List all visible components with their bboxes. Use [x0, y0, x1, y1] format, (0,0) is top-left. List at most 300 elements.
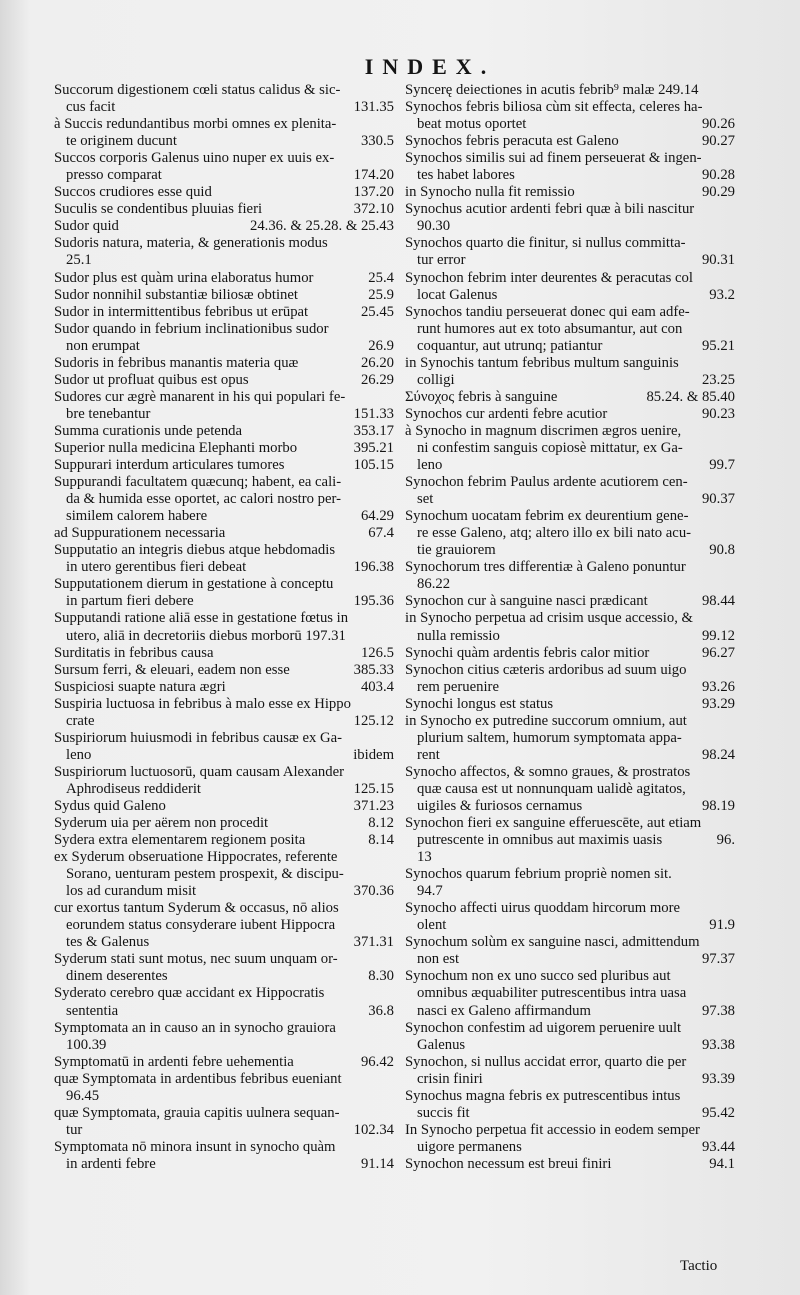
- entry-text: Synochon cur à sanguine nasci prædicant: [405, 593, 648, 610]
- page-reference: 151.33: [353, 405, 394, 422]
- entry-text: quæ Symptomata, grauia capitis uulnera sequan-: [54, 1104, 340, 1121]
- index-entry: [405, 764, 735, 815]
- entry-text: olent: [417, 917, 447, 934]
- index-entry: [54, 355, 394, 372]
- page-reference: 24.36. & 25.28. & 25.43: [249, 218, 394, 235]
- page-reference: 99.12: [701, 627, 735, 644]
- page-reference: 8.12: [368, 815, 394, 832]
- page-reference: 90.37: [701, 491, 735, 508]
- entry-text: dinem deserentes: [66, 968, 168, 985]
- page-reference: 371.31: [353, 934, 394, 951]
- entry-line: [54, 184, 394, 201]
- entry-line: [54, 883, 394, 900]
- entry-line: [405, 645, 735, 662]
- left-column: [54, 82, 394, 1173]
- entry-line: [405, 764, 735, 781]
- page-reference: 96.27: [701, 644, 735, 661]
- entry-text: Synochum non ex uno succo sed pluribus aut: [405, 968, 671, 985]
- entry-line: [54, 815, 394, 832]
- entry-line: [405, 730, 735, 747]
- page-reference: 102.34: [353, 1121, 394, 1138]
- page-reference: 91.14: [360, 1155, 394, 1172]
- entry-text: Suspiciosi suapte natura ægri: [54, 678, 226, 695]
- page-reference: 94.1: [709, 1155, 735, 1172]
- page-reference: 90.26: [701, 116, 735, 133]
- entry-text: Suspiriorum luctuosorū, quam causam Alexander: [54, 763, 345, 780]
- index-entry: [54, 150, 394, 184]
- entry-text: Symptomatū in ardenti febre uehementia: [54, 1053, 294, 1070]
- index-entry: [54, 542, 394, 576]
- entry-line: [405, 457, 735, 474]
- page-reference: 195.36: [353, 593, 394, 610]
- index-entry: [54, 287, 394, 304]
- index-entry: [54, 218, 394, 235]
- entry-line: [405, 474, 735, 491]
- index-entry: [54, 82, 394, 116]
- entry-line: [405, 934, 735, 951]
- entry-line: [54, 99, 394, 116]
- entry-line: [405, 832, 735, 849]
- entry-text: rem peruenire: [417, 678, 499, 695]
- entry-text: Supputationem dierum in gestatione à conceptu: [54, 576, 334, 593]
- entry-line: [54, 167, 394, 184]
- entry-text: Supputatio an integris diebus atque hebdomadis: [54, 542, 336, 559]
- entry-line: [54, 218, 394, 235]
- entry-text: los ad curandum misit: [66, 883, 197, 900]
- page-reference: 126.5: [360, 644, 394, 661]
- entry-text: rent: [417, 746, 440, 763]
- entry-text: Synochus acutior ardenti febri quæ à bili nascitur: [405, 201, 695, 218]
- page-reference: 26.29: [360, 371, 394, 388]
- entry-text: Sudoris in febribus manantis materia quæ: [54, 354, 299, 371]
- entry-line: [405, 542, 735, 559]
- entry-line: [54, 645, 394, 662]
- page-reference: 330.5: [360, 133, 394, 150]
- index-entry: [54, 730, 394, 764]
- entry-text: Sudoris natura, materia, & generationis modus: [54, 235, 328, 252]
- entry-text: Synochon febrim Paulus ardente acutiorem cen-: [405, 474, 688, 491]
- page-reference: 25.45: [360, 303, 394, 320]
- page-reference: 93.39: [701, 1070, 735, 1087]
- entry-text: Succos crudiores esse quid: [54, 184, 212, 201]
- entry-text: te originem ducunt: [66, 133, 177, 150]
- entry-text: colligi: [417, 371, 455, 388]
- entry-line: [54, 235, 394, 252]
- entry-line: [405, 985, 735, 1002]
- index-entry: [405, 508, 735, 559]
- entry-text: crate: [66, 712, 95, 729]
- page-reference: 93.44: [701, 1138, 735, 1155]
- entry-text: eorundem status consyderare iubent Hippocra: [66, 917, 336, 934]
- entry-text: cus facit: [66, 99, 116, 116]
- entry-line: [405, 491, 735, 508]
- page-reference: 96.: [716, 832, 735, 849]
- entry-line: [54, 934, 394, 951]
- entry-line: [54, 423, 394, 440]
- index-entry: [54, 679, 394, 696]
- entry-line: [54, 287, 394, 304]
- page-reference: 8.14: [368, 832, 394, 849]
- entry-text: tie grauiorem: [417, 542, 496, 559]
- index-entry: [54, 525, 394, 542]
- page-reference: 90.8: [709, 542, 735, 559]
- entry-line: [405, 1020, 735, 1037]
- entry-text: Synochos quarum febrium propriè nomen sit.: [405, 866, 672, 883]
- index-entry: [54, 1105, 394, 1139]
- entry-text: Supputandi ratione aliā esse in gestatione fœtus in: [54, 610, 349, 627]
- index-entry: [54, 696, 394, 730]
- entry-text: in Synocho ex putredine succorum omnium, aut: [405, 712, 687, 729]
- entry-text: Synochum uocatam febrim ex deurentium gene-: [405, 508, 689, 525]
- entry-text: presso comparat: [66, 167, 162, 184]
- index-entry: [405, 150, 735, 184]
- entry-text: Synochos cur ardenti febre acutior: [405, 405, 608, 422]
- entry-line: [405, 184, 735, 201]
- entry-text: tur error: [417, 252, 466, 269]
- entry-line: [405, 781, 735, 798]
- entry-line: [405, 1105, 735, 1122]
- index-entry: [54, 1054, 394, 1071]
- entry-line: [405, 900, 735, 917]
- entry-line: [54, 798, 394, 815]
- index-entry: [54, 900, 394, 951]
- page-reference: 23.25: [701, 371, 735, 388]
- entry-line: [54, 781, 394, 798]
- page-header: INDEX.: [364, 54, 496, 79]
- index-entry: [54, 1071, 394, 1105]
- entry-line: [54, 1037, 394, 1054]
- entry-text: Synochon febrim inter deurentes & peracutas col: [405, 269, 693, 286]
- entry-line: [54, 730, 394, 747]
- page-reference: 91.9: [709, 917, 735, 934]
- page-reference: 93.26: [701, 678, 735, 695]
- index-entry: [54, 116, 394, 150]
- entry-line: [54, 593, 394, 610]
- page-reference: 36.8: [368, 1002, 394, 1019]
- entry-line: [54, 372, 394, 389]
- entry-line: [54, 866, 394, 883]
- index-entry: [405, 474, 735, 508]
- entry-line: [405, 270, 735, 287]
- entry-line: [405, 576, 735, 593]
- entry-text: putrescente in omnibus aut maximis uasis: [417, 832, 663, 849]
- entry-text: in Synocho nulla fit remissio: [405, 184, 575, 201]
- entry-line: [54, 355, 394, 372]
- entry-text: quæ causa est ut nonnunquam ualidè agitatos,: [417, 780, 686, 797]
- page-reference: 26.20: [360, 354, 394, 371]
- entry-line: [54, 304, 394, 321]
- entry-text: 25.1: [66, 252, 92, 269]
- entry-line: [405, 389, 735, 406]
- entry-text: Superior nulla medicina Elephanti morbo: [54, 439, 298, 456]
- entry-text: set: [417, 491, 434, 508]
- page-reference: 96.42: [360, 1053, 394, 1070]
- index-entry: [54, 184, 394, 201]
- entry-text: non est: [417, 951, 460, 968]
- entry-text: 96.45: [66, 1087, 100, 1104]
- entry-line: [405, 1088, 735, 1105]
- entry-line: [54, 1122, 394, 1139]
- entry-text: in Synochis tantum febribus multum sanguinis: [405, 354, 679, 371]
- entry-text: tes habet labores: [417, 167, 515, 184]
- entry-text: da & humida esse oportet, ac calori nostro per-: [66, 491, 342, 508]
- entry-line: [54, 764, 394, 781]
- entry-text: Suspiria luctuosa in febribus à malo esse ex Hippo: [54, 695, 351, 712]
- page-reference: 90.28: [701, 167, 735, 184]
- entry-line: [405, 201, 735, 218]
- entry-text: Surditatis in febribus causa: [54, 644, 214, 661]
- page-reference: 403.4: [360, 678, 394, 695]
- entry-text: Sudor quando in febrium inclinationibus sudor: [54, 320, 329, 337]
- page-reference: 64.29: [360, 508, 394, 525]
- entry-line: [54, 389, 394, 406]
- page-reference: 26.9: [368, 337, 394, 354]
- page-reference: 90.29: [701, 184, 735, 201]
- entry-text: à Synocho in magnum discrimen ægros uenire,: [405, 422, 682, 439]
- entry-line: [54, 679, 394, 696]
- index-entry: [54, 764, 394, 798]
- entry-line: [54, 133, 394, 150]
- entry-text: Symptomata nō minora insunt in synocho quàm: [54, 1138, 336, 1155]
- entry-line: [405, 696, 735, 713]
- entry-text: Synochos febris peracuta est Galeno: [405, 133, 619, 150]
- entry-line: [405, 815, 735, 832]
- page-reference: 95.21: [701, 337, 735, 354]
- entry-line: [405, 849, 735, 866]
- entry-line: [54, 1105, 394, 1122]
- entry-line: [405, 235, 735, 252]
- entry-line: [54, 508, 394, 525]
- index-entry: [405, 1054, 735, 1088]
- entry-line: [54, 1054, 394, 1071]
- index-entry: [405, 423, 735, 474]
- entry-line: [405, 968, 735, 985]
- entry-line: [54, 1020, 394, 1037]
- page-reference: 353.17: [353, 422, 394, 439]
- entry-line: [54, 321, 394, 338]
- entry-text: In Synocho perpetua fit accessio in eodem semper: [405, 1121, 700, 1138]
- page-reference: 371.23: [353, 797, 394, 814]
- entry-line: [54, 832, 394, 849]
- entry-text: Synochos tandiu perseuerat donec qui eam adfe-: [405, 303, 690, 320]
- entry-line: [54, 150, 394, 167]
- index-entry: [54, 576, 394, 610]
- page-reference: 98.19: [701, 797, 735, 814]
- entry-text: 94.7: [417, 883, 443, 900]
- entry-text: similem calorem habere: [66, 508, 208, 525]
- entry-line: [405, 321, 735, 338]
- page-reference: 90.27: [701, 133, 735, 150]
- index-entry: [405, 355, 735, 389]
- index-entry: [54, 304, 394, 321]
- entry-line: [405, 679, 735, 696]
- entry-text: crisin finiri: [417, 1070, 483, 1087]
- entry-text: Sydera extra elementarem regionem posita: [54, 832, 306, 849]
- entry-line: [54, 951, 394, 968]
- entry-text: Suppurandi facultatem quæcunq; habent, ea cali-: [54, 474, 342, 491]
- page-reference: 125.15: [353, 780, 394, 797]
- entry-line: [405, 662, 735, 679]
- entry-text: Suspiriorum huiusmodi in febribus causæ ex Ga-: [54, 729, 343, 746]
- entry-text: ni confestim sanguis copiosè mittatur, ex Ga-: [417, 439, 683, 456]
- entry-text: tes & Galenus: [66, 934, 150, 951]
- entry-text: in ardenti febre: [66, 1155, 156, 1172]
- entry-line: [405, 406, 735, 423]
- entry-line: [405, 372, 735, 389]
- entry-text: Syderato cerebro quæ accidant ex Hippocratis: [54, 985, 325, 1002]
- entry-line: [54, 270, 394, 287]
- entry-line: [54, 406, 394, 423]
- entry-line: [405, 713, 735, 730]
- entry-line: [54, 474, 394, 491]
- entry-text: utero, aliā in decretoriis diebus morborū 197.31: [66, 627, 346, 644]
- entry-text: Suculis se condentibus pluuias fieri: [54, 201, 263, 218]
- entry-line: [54, 542, 394, 559]
- entry-line: [54, 628, 394, 645]
- entry-text: Sursum ferri, & eleuari, eadem non esse: [54, 661, 290, 678]
- page-reference: ibidem: [353, 746, 394, 763]
- entry-line: [405, 287, 735, 304]
- entry-line: [405, 1156, 735, 1173]
- page-reference: 8.30: [368, 968, 394, 985]
- entry-text: re esse Galeno, atq; altero illo ex bili nato acu-: [417, 525, 692, 542]
- index-entry: [54, 815, 394, 832]
- entry-line: [54, 1156, 394, 1173]
- index-entry: [405, 593, 735, 610]
- index-entry: [54, 372, 394, 389]
- entry-text: runt humores aut ex toto absumantur, aut con: [417, 320, 683, 337]
- entry-line: [54, 559, 394, 576]
- page-reference: 67.4: [368, 525, 394, 542]
- entry-line: [54, 849, 394, 866]
- index-entry: [54, 645, 394, 662]
- entry-text: leno: [66, 746, 92, 763]
- index-entry: [405, 866, 735, 900]
- entry-line: [405, 508, 735, 525]
- entry-text: Syderum stati sunt motus, nec suum unquam or-: [54, 951, 338, 968]
- entry-text: Synochos similis sui ad finem perseuerat & ingen-: [405, 150, 702, 167]
- page-reference: 93.2: [709, 286, 735, 303]
- index-entry: [54, 440, 394, 457]
- entry-text: 13: [417, 849, 432, 866]
- entry-line: [54, 440, 394, 457]
- page-reference: 97.37: [701, 951, 735, 968]
- entry-text: Synochon necessum est breui finiri: [405, 1155, 612, 1172]
- entry-text: Synocho affectos, & somno graues, & prostratos: [405, 763, 691, 780]
- index-entry: [405, 184, 735, 201]
- entry-text: 100.39: [66, 1036, 107, 1053]
- entry-line: [54, 525, 394, 542]
- index-entry: [54, 474, 394, 525]
- entry-text: Sudor plus est quàm urina elaboratus humor: [54, 269, 314, 286]
- entry-line: [405, 525, 735, 542]
- entry-line: [54, 662, 394, 679]
- entry-line: [405, 440, 735, 457]
- entry-text: Succos corporis Galenus uino nuper ex uuis ex-: [54, 150, 335, 167]
- entry-line: [405, 559, 735, 576]
- entry-line: [54, 252, 394, 269]
- entry-line: [54, 968, 394, 985]
- page-reference: 395.21: [353, 439, 394, 456]
- entry-line: [54, 201, 394, 218]
- entry-text: Synochi quàm ardentis febris calor mitior: [405, 644, 650, 661]
- index-entry: [54, 321, 394, 355]
- index-entry: [405, 235, 735, 269]
- entry-text: Symptomata an in causo an in synocho grauiora: [54, 1019, 336, 1036]
- entry-text: nulla remissio: [417, 627, 500, 644]
- entry-text: Summa curationis unde petenda: [54, 422, 243, 439]
- entry-line: [54, 457, 394, 474]
- entry-text: Sudor quid: [54, 218, 119, 235]
- entry-text: 86.22: [417, 576, 451, 593]
- right-column: [405, 82, 735, 1173]
- page-reference: 372.10: [353, 201, 394, 218]
- entry-line: [405, 82, 735, 99]
- index-entry: [405, 304, 735, 355]
- entry-text: locat Galenus: [417, 286, 498, 303]
- entry-line: [405, 917, 735, 934]
- entry-text: Sudor ut profluat quibus est opus: [54, 371, 249, 388]
- entry-text: in partum fieri debere: [66, 593, 194, 610]
- entry-line: [405, 423, 735, 440]
- index-entry: [405, 713, 735, 764]
- entry-line: [405, 304, 735, 321]
- entry-text: uigiles & furiosos cernamus: [417, 797, 583, 814]
- index-entry: [54, 389, 394, 423]
- entry-text: quæ Symptomata in ardentibus febribus eueniant: [54, 1070, 342, 1087]
- entry-text: Synochus magna febris ex putrescentibus intus: [405, 1087, 681, 1104]
- entry-text: plurium saltem, humorum symptomata appa-: [417, 729, 682, 746]
- entry-text: non erumpat: [66, 337, 140, 354]
- index-entry: [405, 1156, 735, 1173]
- entry-line: [405, 1139, 735, 1156]
- entry-text: Synochos febris biliosa cùm sit effecta, celeres ha-: [405, 99, 703, 116]
- entry-text: omnibus æquabiliter putrescentibus intra uasa: [417, 985, 687, 1002]
- index-entry: [54, 1020, 394, 1054]
- index-entry: [405, 815, 735, 866]
- page-reference: 93.38: [701, 1036, 735, 1053]
- entry-text: cur exortus tantum Syderum & occasus, nō alios: [54, 900, 339, 917]
- entry-text: beat motus oportet: [417, 116, 527, 133]
- entry-line: [405, 883, 735, 900]
- entry-text: in utero gerentibus fieri debeat: [66, 559, 247, 576]
- entry-text: Synochon fieri ex sanguine efferuescēte, aut etiam: [405, 815, 702, 832]
- catchword: Tactio: [680, 1258, 718, 1274]
- entry-text: bre tenebantur: [66, 405, 151, 422]
- index-entry: [405, 406, 735, 423]
- entry-line: [405, 628, 735, 645]
- entry-text: Sudor nonnihil substantiæ biliosæ obtinet: [54, 286, 298, 303]
- entry-line: [405, 167, 735, 184]
- entry-text: succis fit: [417, 1104, 470, 1121]
- index-entry: [405, 389, 735, 406]
- index-entry: [405, 900, 735, 934]
- entry-line: [405, 1122, 735, 1139]
- entry-line: [405, 798, 735, 815]
- entry-text: Syncerę deiectiones in acutis febrib⁹ malæ 249.14: [405, 82, 699, 98]
- page-reference: 98.24: [701, 746, 735, 763]
- index-entry: [54, 270, 394, 287]
- entry-line: [405, 338, 735, 355]
- entry-text: Synochi longus est status: [405, 695, 554, 712]
- entry-text: Sudores cur ægrè manarent in his qui populari fe-: [54, 388, 346, 405]
- entry-line: [405, 866, 735, 883]
- entry-line: [54, 116, 394, 133]
- entry-line: [405, 1054, 735, 1071]
- index-entry: [54, 798, 394, 815]
- index-entry: [405, 696, 735, 713]
- index-entry: [405, 82, 735, 99]
